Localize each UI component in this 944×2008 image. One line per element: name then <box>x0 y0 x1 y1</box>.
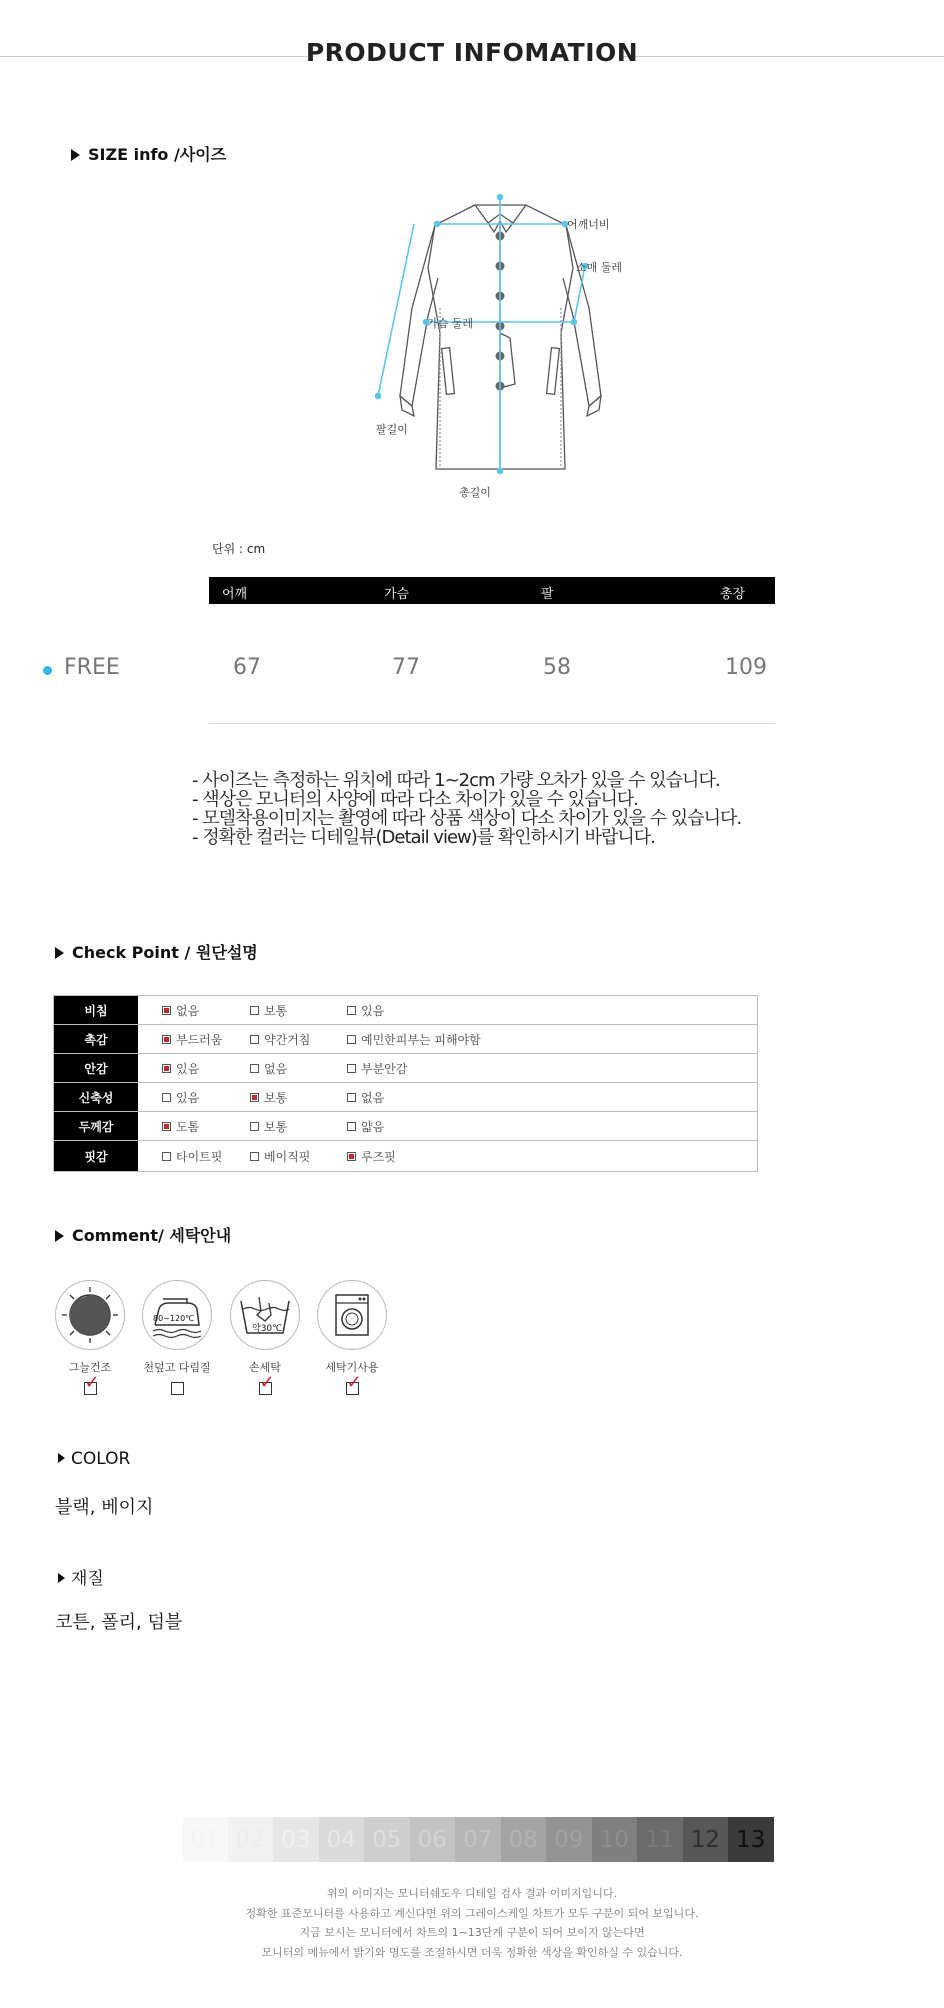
grayscale-step: 04 <box>319 1817 365 1862</box>
grayscale-step: 01 <box>182 1817 228 1862</box>
checkbox-empty-icon <box>347 1122 356 1131</box>
checkbox-empty-icon <box>171 1382 184 1395</box>
wash-item <box>141 1280 213 1395</box>
monitor-note: 모니터의 메뉴에서 밝기와 명도를 조절하시면 더욱 정확한 색상을 확인하실 수 있습니다. <box>261 1945 683 1959</box>
grayscale-step: 12 <box>683 1817 729 1862</box>
check-option <box>347 1112 384 1140</box>
diagram-label-shoulder: 어깨너비 <box>567 218 610 231</box>
diagram-label-chest: 가슴 둘레 <box>427 317 474 330</box>
check-row-label: 핏감 <box>54 1141 138 1171</box>
grayscale-step: 11 <box>637 1817 683 1862</box>
comment-title <box>55 1223 231 1246</box>
col-shoulder: 어깨 <box>222 587 248 602</box>
grayscale-step: 03 <box>273 1817 319 1862</box>
check-row-label: 촉감 <box>54 1025 138 1053</box>
size-value-length: 109 <box>725 655 767 680</box>
material-value: 코튼, 폴리, 덤블 <box>55 1612 183 1633</box>
checkbox-checked-icon <box>250 1093 259 1102</box>
check-row-label: 신축성 <box>54 1083 138 1111</box>
arm-measure-line <box>378 224 414 396</box>
check-point-title <box>55 940 258 963</box>
check-option-text: 도톰 <box>176 1119 200 1134</box>
check-row <box>54 1112 757 1141</box>
wash-label: 세탁기사용 <box>325 1361 379 1374</box>
grayscale-step: 05 <box>364 1817 410 1862</box>
diagram-label-sleeve: 소매 둘레 <box>576 261 623 274</box>
check-option-text: 없음 <box>176 1003 200 1018</box>
check-option-text: 보통 <box>264 1003 288 1018</box>
check-option <box>250 1112 347 1140</box>
grayscale-step: 07 <box>455 1817 501 1862</box>
monitor-notes <box>0 1884 944 1962</box>
check-option-text: 예민한피부는 피해야함 <box>361 1032 481 1047</box>
grayscale-chart <box>182 1817 774 1862</box>
check-option-text: 타이트핏 <box>176 1149 223 1164</box>
size-value-arm: 58 <box>543 655 571 680</box>
size-note: - 사이즈는 측정하는 위치에 따라 1~2cm 가량 오차가 있을 수 있습니다. <box>192 770 720 791</box>
check-row-label: 비침 <box>54 996 138 1024</box>
col-length: 총장 <box>720 587 746 602</box>
material-title-text: 재질 <box>71 1569 104 1589</box>
check-option <box>250 1083 347 1111</box>
checkbox-empty-icon <box>250 1152 259 1161</box>
check-point-table <box>53 995 758 1172</box>
check-row <box>54 1141 757 1171</box>
grayscale-step: 10 <box>592 1817 638 1862</box>
check-option-text: 있음 <box>361 1003 385 1018</box>
grayscale-step: 02 <box>228 1817 274 1862</box>
check-option <box>250 1025 347 1053</box>
check-row <box>54 996 757 1025</box>
check-option <box>162 996 250 1024</box>
grayscale-step: 13 <box>728 1817 774 1862</box>
col-chest: 가슴 <box>384 587 410 602</box>
size-notes <box>192 771 741 847</box>
diagram-label-length: 총길이 <box>459 486 491 499</box>
check-option-text: 부드러움 <box>176 1032 223 1047</box>
size-name: FREE <box>64 655 120 680</box>
shade-dry-icon <box>55 1280 125 1350</box>
checkbox-empty-icon <box>250 1035 259 1044</box>
page-title: PRODUCT INFOMATION <box>305 38 639 67</box>
iron-temp-text: 80~120℃ <box>153 1314 195 1323</box>
check-option-text: 없음 <box>361 1090 385 1105</box>
triangle-right-icon <box>55 947 64 959</box>
color-title <box>58 1449 130 1469</box>
size-value-chest: 77 <box>392 655 420 680</box>
check-option <box>162 1083 250 1111</box>
checkbox-empty-icon <box>347 1006 356 1015</box>
triangle-right-icon <box>71 149 80 161</box>
checkbox-checked-icon <box>162 1035 171 1044</box>
check-row <box>54 1025 757 1054</box>
checkbox-checked-icon <box>162 1122 171 1131</box>
check-option-text: 보통 <box>264 1119 288 1134</box>
grayscale-step: 06 <box>410 1817 456 1862</box>
check-option <box>250 1141 347 1171</box>
size-table-header <box>209 577 775 604</box>
coat-size-diagram <box>360 188 650 508</box>
wash-item <box>229 1280 301 1395</box>
check-option <box>250 1054 347 1082</box>
checkbox-empty-icon <box>250 1122 259 1131</box>
hand-wash-icon <box>230 1280 300 1350</box>
check-option <box>347 1083 384 1111</box>
diagram-label-arm: 팔길이 <box>376 423 408 436</box>
wash-label: 천덮고 다림질 <box>143 1361 211 1374</box>
checkbox-checked-icon <box>162 1006 171 1015</box>
checkbox-checked-icon <box>346 1382 359 1395</box>
checkbox-empty-icon <box>347 1093 356 1102</box>
checkbox-empty-icon <box>347 1064 356 1073</box>
unit-label: 단위 : cm <box>212 542 266 556</box>
check-row-label: 두께감 <box>54 1112 138 1140</box>
size-note: - 색상은 모니터의 사양에 따라 다소 차이가 있을 수 있습니다. <box>192 789 639 810</box>
check-option <box>162 1112 250 1140</box>
size-note: - 정확한 컬러는 디테일뷰(Detail view)를 확인하시기 바랍니다. <box>192 827 655 848</box>
check-option-text: 베이직핏 <box>264 1149 311 1164</box>
monitor-note: 위의 이미지는 모니터쉐도우 디테일 검사 결과 이미지입니다. <box>326 1887 618 1900</box>
triangle-right-icon <box>55 1230 64 1242</box>
check-option <box>347 1141 396 1171</box>
checkbox-empty-icon <box>162 1093 171 1102</box>
size-note: - 모델착용이미지는 촬영에 따라 상품 색상이 다소 차이가 있을 수 있습니다. <box>192 808 742 829</box>
checkbox-checked-icon <box>162 1064 171 1073</box>
iron-icon <box>142 1280 212 1350</box>
check-option <box>162 1054 250 1082</box>
checkbox-checked-icon <box>259 1382 272 1395</box>
wash-label: 손세탁 <box>249 1361 281 1374</box>
monitor-note: 정확한 표준모니터를 사용하고 계신다면 위의 그레이스케일 차트가 모두 구분이 되어 보입니다. <box>245 1906 699 1920</box>
washing-machine-icon <box>317 1280 387 1350</box>
checkbox-empty-icon <box>347 1035 356 1044</box>
coat-right-sleeve <box>563 225 601 406</box>
check-option <box>250 996 347 1024</box>
check-option-text: 부분안감 <box>361 1061 408 1076</box>
check-point-title-text: Check Point / 원단설명 <box>72 943 258 962</box>
size-info-title-text: SIZE info /사이즈 <box>88 145 227 164</box>
size-value-shoulder: 67 <box>233 655 261 680</box>
monitor-note: 지금 보시는 모니터에서 차트의 1~13단계 구분이 되어 보이지 않는다면 <box>299 1926 645 1939</box>
checkbox-checked-icon <box>84 1382 97 1395</box>
check-option <box>162 1025 250 1053</box>
check-row <box>54 1083 757 1112</box>
checkbox-empty-icon <box>162 1152 171 1161</box>
triangle-right-icon <box>58 1453 65 1463</box>
check-row-label: 안감 <box>54 1054 138 1082</box>
check-option-text: 보통 <box>264 1090 288 1105</box>
triangle-right-icon <box>58 1573 65 1583</box>
comment-title-text: Comment/ 세탁안내 <box>72 1226 232 1245</box>
color-title-text: COLOR <box>71 1449 131 1469</box>
check-option-text: 약간거침 <box>264 1032 311 1047</box>
checkbox-empty-icon <box>250 1064 259 1073</box>
wash-item <box>316 1280 388 1395</box>
grayscale-step: 09 <box>546 1817 592 1862</box>
check-option <box>347 1025 481 1053</box>
check-row <box>54 1054 757 1083</box>
size-bullet <box>43 666 52 675</box>
check-option-text: 있음 <box>176 1061 200 1076</box>
col-arm: 팔 <box>541 587 554 602</box>
size-info-title <box>71 142 226 165</box>
grayscale-step: 08 <box>501 1817 547 1862</box>
checkbox-empty-icon <box>250 1006 259 1015</box>
hand-wash-temp-text: 약30℃ <box>252 1324 283 1334</box>
check-option <box>347 996 384 1024</box>
check-option <box>347 1054 407 1082</box>
checkbox-checked-icon <box>347 1152 356 1161</box>
check-option-text: 없음 <box>264 1061 288 1076</box>
check-option <box>162 1141 250 1171</box>
material-title <box>58 1564 104 1589</box>
color-value: 블랙, 베이지 <box>55 1497 154 1518</box>
wash-item <box>54 1280 126 1395</box>
check-option-text: 얇음 <box>361 1119 385 1134</box>
wash-label: 그늘건조 <box>68 1361 112 1374</box>
check-option-text: 루즈핏 <box>361 1149 396 1164</box>
size-table-divider <box>209 723 775 724</box>
check-option-text: 있음 <box>176 1090 200 1105</box>
